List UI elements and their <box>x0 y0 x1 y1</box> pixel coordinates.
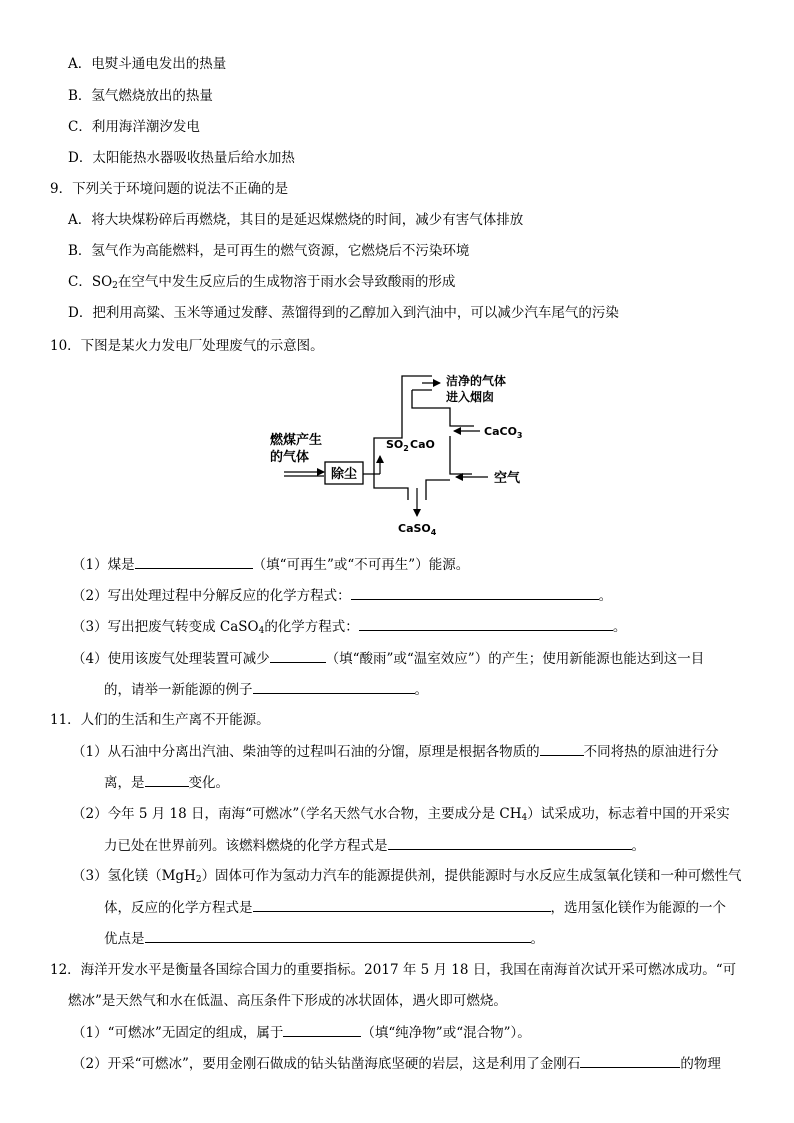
q11-part3-cont2: 优点是 。 <box>104 928 544 949</box>
q12-part1: （1）“可燃冰”无固定的组成，属于 （填“纯净物”或“混合物”）。 <box>72 1022 531 1043</box>
q9-option-d: D．把利用高粱、玉米等通过发酵、蒸馏得到的乙醇加入到汽油中，可以减少汽车尾气的污染 <box>68 305 619 321</box>
q11-part2: （2）今年 5 月 18 日，南海“可燃冰”（学名天然气水合物，主要成分是 $CH_4$）试采成功，标志着中国的开采实 <box>72 806 730 823</box>
answer-blank[interactable] <box>388 835 632 850</box>
answer-blank[interactable] <box>283 1022 361 1037</box>
answer-blank[interactable] <box>145 772 189 787</box>
dust-removal-label: 除尘 <box>330 467 358 482</box>
q9-option-a: A．将大块煤粉碎后再燃烧，其目的是延迟煤燃烧的时间，减少有害气体排放 <box>68 212 524 228</box>
q10-stem: 10．下图是某火力发电厂处理废气的示意图。 <box>50 338 324 354</box>
answer-blank[interactable] <box>145 928 531 943</box>
q11-part3-cont: 体，反应的化学方程式是 ，选用氢化镁作为能源的一个 <box>104 897 726 918</box>
answer-blank[interactable] <box>540 741 584 756</box>
q10-part1: （1）煤是 （填“可再生”或“不可再生”）能源。 <box>72 554 469 575</box>
answer-blank[interactable] <box>253 897 551 912</box>
caso4-label: CaSO$_4$ <box>398 522 437 537</box>
q9-stem: 9．下列关于环境问题的说法不正确的是 <box>50 181 289 197</box>
answer-blank[interactable] <box>270 648 326 663</box>
q11-part1-cont: 离，是 变化。 <box>104 772 229 793</box>
q10-part4: （4）使用该废气处理装置可减少 （填“酸雨”或“温室效应”）的产生；使用新能源也能达到这一目 <box>72 648 704 669</box>
q8-option-a: A．电熨斗通电发出的热量 <box>68 56 227 72</box>
q11-part1: （1）从石油中分离出汽油、柴油等的过程叫石油的分馏，原理是根据各物质的 不同将热的原油进行分 <box>72 741 719 762</box>
caco3-label: CaCO$_3$ <box>484 425 523 440</box>
input-gas-label-2: 的气体 <box>270 450 310 465</box>
clean-gas-label-1: 洁净的气体 <box>446 374 507 388</box>
q12-part2: （2）开采“可燃冰”，要用金刚石做成的钻头钻凿海底坚硬的岩层，这是利用了金刚石 的物理 <box>72 1053 721 1074</box>
q11-stem: 11．人们的生活和生产离不开能源。 <box>50 712 270 728</box>
q8-option-b: B．氢气燃烧放出的热量 <box>68 88 213 104</box>
q11-part2-cont: 力已处在世界前列。该燃料燃烧的化学方程式是 。 <box>104 835 645 856</box>
so2-label: $SO_2$ <box>386 438 409 453</box>
answer-blank[interactable] <box>580 1053 680 1068</box>
q12-stem-1: 12．海洋开发水平是衡量各国综合国力的重要指标。2017 年 5 月 18 日，我国在南海首次试开采可燃冰成功。“可 <box>50 962 737 978</box>
waste-gas-treatment-diagram <box>262 368 542 543</box>
air-label: 空气 <box>494 471 521 486</box>
q12-stem-2: 燃冰”是天然气和水在低温、高压条件下形成的冰状固体，遇火即可燃烧。 <box>68 993 507 1009</box>
cao-label: CaO <box>410 438 435 451</box>
q10-part2: （2）写出处理过程中分解反应的化学方程式： 。 <box>72 585 612 606</box>
q8-option-d: D．太阳能热水器吸收热量后给水加热 <box>68 150 295 166</box>
answer-blank[interactable] <box>253 679 415 694</box>
q10-part3: （3）写出把废气转变成 CaSO$_4$的化学方程式： 。 <box>72 616 626 641</box>
answer-blank[interactable] <box>359 616 613 631</box>
clean-gas-label-2: 进入烟囱 <box>446 390 495 404</box>
input-gas-label-1: 燃煤产生 <box>270 433 323 448</box>
q10-part4-cont: 的，请举一新能源的例子 。 <box>104 679 428 700</box>
answer-blank[interactable] <box>351 585 599 600</box>
q8-option-c: C．利用海洋潮汐发电 <box>68 119 200 135</box>
q11-part3: （3）氢化镁（MgH$_2$）固体可作为氢动力汽车的能源提供剂，提供能源时与水反应生成氢氧化镁和一种可燃性气 <box>72 868 742 885</box>
q9-option-c: C．$SO_2$在空气中发生反应后的生成物溶于雨水会导致酸雨的形成 <box>68 274 456 291</box>
q9-option-b: B．氢气作为高能燃料，是可再生的燃气资源，它燃烧后不污染环境 <box>68 243 470 259</box>
answer-blank[interactable] <box>135 554 253 569</box>
